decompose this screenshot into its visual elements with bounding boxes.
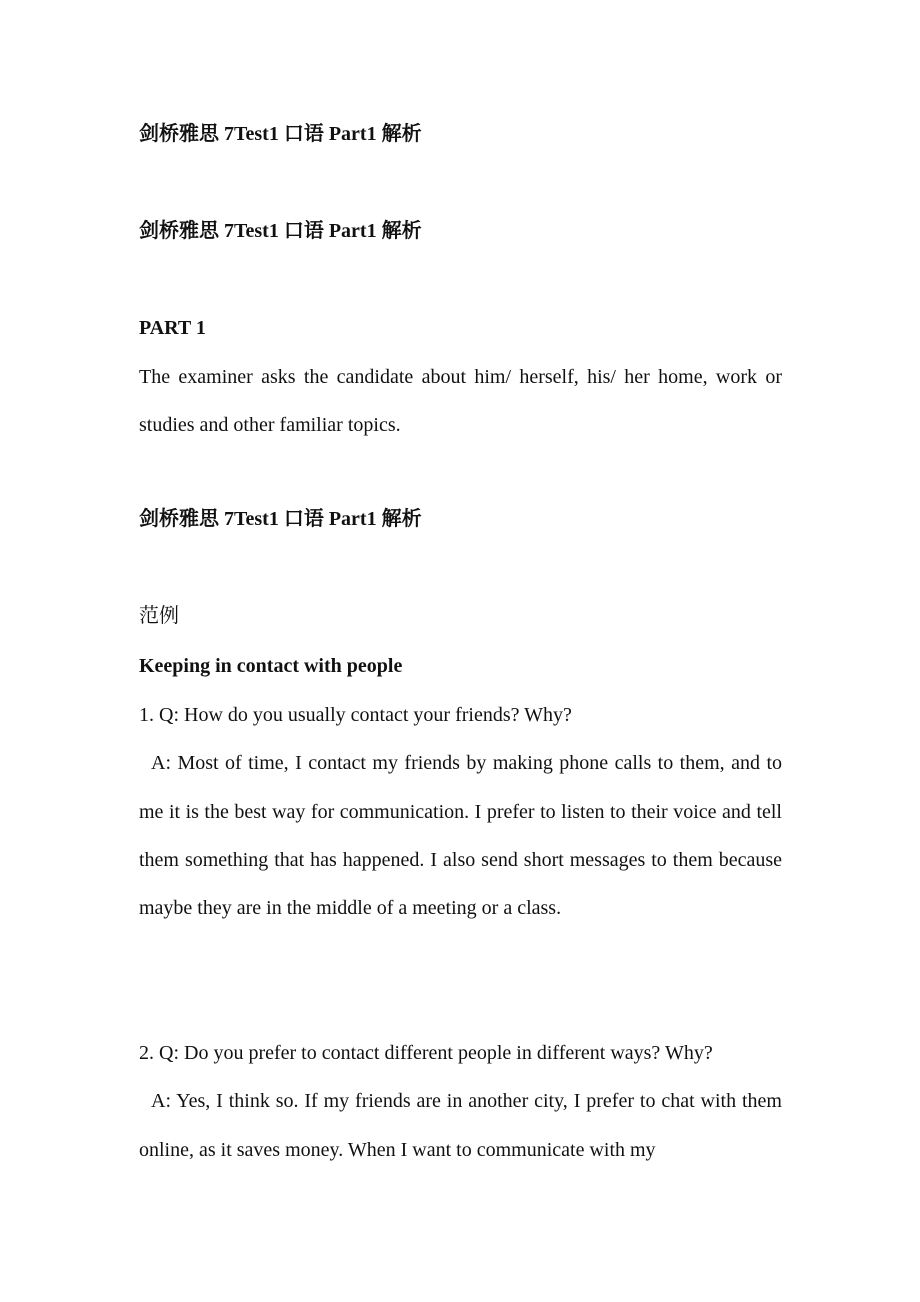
question-1: 1. Q: How do you usually contact your friends? Why? xyxy=(139,704,572,726)
part-title: PART 1 xyxy=(139,317,206,339)
document-heading-3: 剑桥雅思 7Test1 口语 Part1 解析 xyxy=(139,508,422,530)
answer-2: A: Yes, I think so. If my friends are in another city, I prefer to chat with them online, as it saves money. When I want to communicate with my xyxy=(139,1090,782,1161)
qa-block-1 xyxy=(139,691,782,932)
answer-1: A: Most of time, I contact my friends by making phone calls to them, and to me it is the best way for communication. I prefer to listen to their voice and tell them something that has happened. I also send short messages to them because maybe they are in the middle of a meeting or a class. xyxy=(139,752,782,920)
document-heading-2: 剑桥雅思 7Test1 口语 Part1 解析 xyxy=(139,220,422,242)
qa-block-2 xyxy=(139,1029,782,1174)
example-label: 范例 xyxy=(139,605,179,627)
part-description-text: The examiner asks the candidate about him/ herself, his/ her home, work or studies and other familiar topics. xyxy=(139,366,782,437)
part-description xyxy=(139,353,782,450)
question-2: 2. Q: Do you prefer to contact different people in different ways? Why? xyxy=(139,1042,713,1064)
document-heading-1: 剑桥雅思 7Test1 口语 Part1 解析 xyxy=(139,123,422,145)
topic-title: Keeping in contact with people xyxy=(139,655,403,677)
